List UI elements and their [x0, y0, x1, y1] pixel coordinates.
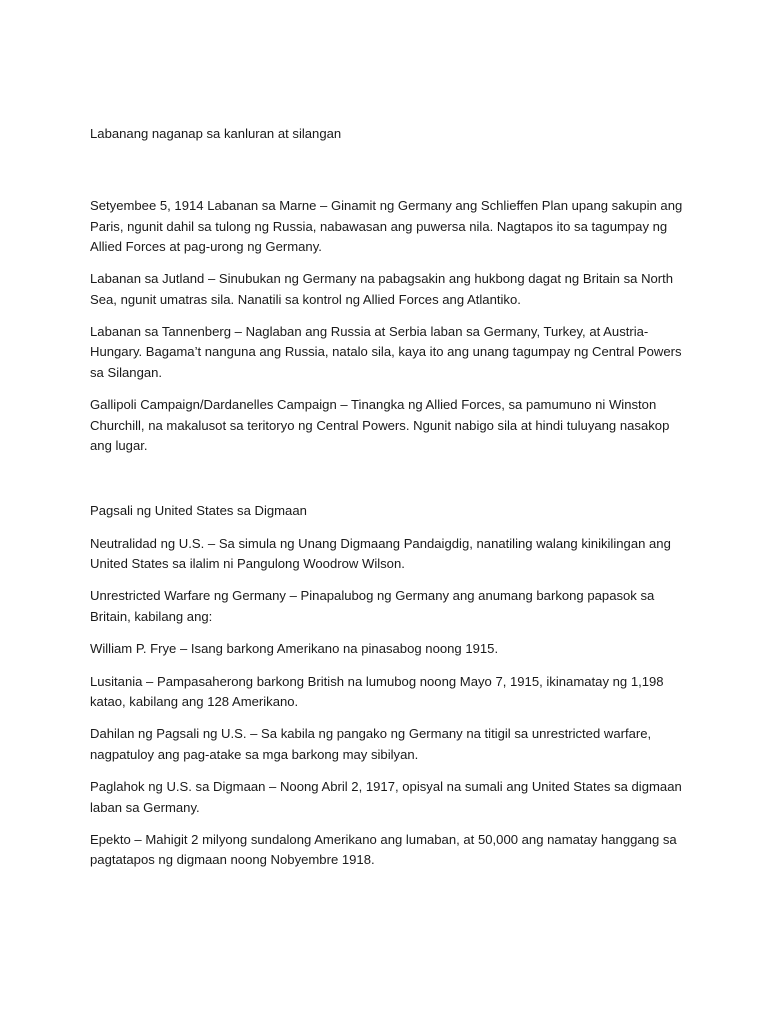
paragraph-tannenberg: Labanan sa Tannenberg – Naglaban ang Russia at Serbia laban sa Germany, Turkey, at Austria-Hungary. Bagama’t nanguna ang Russia, natalo sila, kaya ito ang unang tagumpay ng Central Powers sa Silangan. [90, 324, 682, 380]
section-heading-battles: Labanang naganap sa kanluran at silangan [90, 126, 342, 141]
paragraph-lusitania: Lusitania – Pampasaherong barkong British na lumubog noong Mayo 7, 1915, ikinamatay ng 1,198 katao, kabilang ang 128 Amerikano. [90, 673, 664, 709]
paragraph-neutrality: Neutralidad ng U.S. – Sa simula ng Unang Digmaang Pandaigdig, nanatiling walang kinikilingan ang United States sa ilalim ni Pangulong Woodrow Wilson. [90, 535, 671, 571]
paragraph-unrestricted-warfare: Unrestricted Warfare ng Germany – Pinapalubog ng Germany ang anumang barkong papasok sa Britain, kabilang ang: [90, 588, 655, 624]
paragraph-gallipoli: Gallipoli Campaign/Dardanelles Campaign – Tinangka ng Allied Forces, sa pamumuno ni Winston Churchill, na makalusot sa teritoryo ng Central Powers. Ngunit nabigo sila at hindi tuluyang nasakop ang lugar. [90, 397, 670, 453]
paragraph-william-frye: William P. Frye – Isang barkong Amerikano na pinasabog noong 1915. [90, 641, 499, 657]
document-body [90, 124, 686, 883]
paragraph-reason-for-entry: Dahilan ng Pagsali ng U.S. – Sa kabila ng pangako ng Germany na titigil sa unrestricted warfare, nagpatuloy ang pag-atake sa mga barkong may sibilyan. [90, 726, 652, 762]
paragraph-marne: Setyembee 5, 1914 Labanan sa Marne – Ginamit ng Germany ang Schlieffen Plan upang sakupin ang Paris, ngunit dahil sa tulong ng Russia, nabawasan ang puwersa nila. Nagtapos ito sa tagumpay ng Allied Forces at pag-urong ng Germany. [90, 198, 683, 254]
section-heading-us-entry: Pagsali ng United States sa Digmaan [90, 503, 307, 519]
paragraph-jutland: Labanan sa Jutland – Sinubukan ng Germany na pabagsakin ang hukbong dagat ng Britain sa North Sea, ngunit umatras sila. Nanatili sa kontrol ng Allied Forces ang Atlantiko. [90, 271, 674, 307]
paragraph-effect: Epekto – Mahigit 2 milyong sundalong Amerikano ang lumaban, at 50,000 ang namatay hanggang sa pagtatapos ng digmaan noong Nobyembre 1918. [90, 832, 677, 868]
paragraph-us-participation: Paglahok ng U.S. sa Digmaan – Noong Abril 2, 1917, opisyal na sumali ang United States sa digmaan laban sa Germany. [90, 779, 682, 815]
